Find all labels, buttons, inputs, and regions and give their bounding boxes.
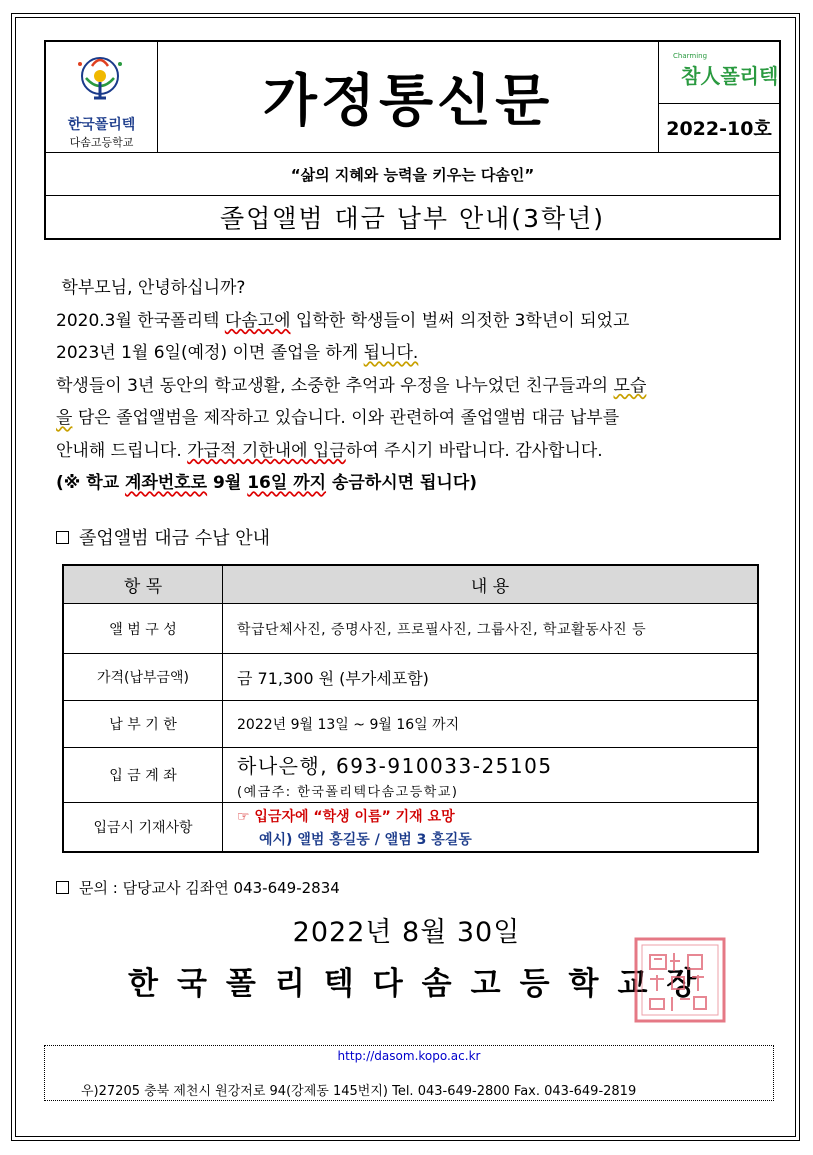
table-row bbox=[64, 604, 757, 654]
col-header-content: 내 용 bbox=[223, 566, 757, 603]
issue-number: 2022-10호 bbox=[666, 118, 772, 140]
table-header-row bbox=[64, 566, 757, 604]
brand-text: 참人폴리텍 bbox=[681, 64, 779, 88]
footer bbox=[44, 1045, 774, 1101]
deposit-note: ☞ 입금자에 “학생 이름” 기재 요망 bbox=[237, 808, 455, 825]
account-number: 하나은행, 693-910033-25105 bbox=[237, 754, 553, 778]
row-label: 가격(납부금액) bbox=[64, 654, 223, 700]
body-line: 2020.3월 한국폴리텍 다솜고에 입학한 학생들이 벌써 의젓한 3학년이 되었고 bbox=[56, 310, 630, 331]
logo-name: 한국폴리텍 bbox=[67, 117, 136, 133]
contact-text: 문의 : 담당교사 김좌연 043-649-2834 bbox=[79, 879, 340, 897]
row-value: 금 71,300 원 (부가세포함) bbox=[237, 668, 429, 688]
body-line: 2023년 1월 6일(예정) 이면 졸업을 하게 됩니다. bbox=[56, 343, 419, 363]
logo-school: 다솜고등학교 bbox=[69, 136, 134, 149]
body-line: 안내해 드립니다. 가급적 기한내에 입금하여 주시기 바랍니다. 감사합니다. bbox=[56, 440, 603, 461]
table-row bbox=[64, 701, 757, 748]
row-label: 입금시 기재사항 bbox=[64, 803, 223, 851]
table-row bbox=[64, 748, 757, 803]
body-line: 학부모님, 안녕하십니까? bbox=[61, 278, 246, 298]
header-right-cell bbox=[658, 42, 779, 153]
row-value bbox=[223, 748, 757, 802]
title-cell bbox=[158, 42, 658, 153]
principal-signature: 한국폴리텍다솜고등학교장 bbox=[128, 966, 716, 1002]
issue-date: 2022년 8월 30일 bbox=[292, 917, 521, 948]
checkbox-icon bbox=[56, 881, 69, 894]
website-link[interactable]: http://dasom.kopo.ac.kr bbox=[337, 1049, 481, 1063]
school-logo-cell bbox=[46, 42, 158, 153]
slogan: “삶의 지혜와 능력을 키우는 다솜인” bbox=[46, 153, 779, 196]
page-title: 가정통신문 bbox=[262, 69, 554, 134]
table-row bbox=[64, 803, 757, 851]
newsletter-header bbox=[44, 40, 781, 240]
row-label: 입 금 계 좌 bbox=[64, 748, 223, 802]
col-header-item: 항 목 bbox=[64, 566, 223, 603]
body-line: (※ 학교 계좌번호로 9월 16일 까지 송금하시면 됩니다) bbox=[56, 473, 478, 493]
section-heading bbox=[56, 524, 270, 550]
school-address: 우)27205 충북 제천시 원강저로 94(강제동 145번지) Tel. 043-649-2800 Fax. 043-649-2819 bbox=[81, 1084, 637, 1099]
body-line: 을 담은 졸업앨범을 제작하고 있습니다. 이와 관련하여 졸업앨범 대금 납부를 bbox=[56, 408, 620, 428]
subject-title: 졸업앨범 대금 납부 안내(3학년) bbox=[219, 204, 606, 233]
body-line: 학생들이 3년 동안의 학교생활, 소중한 추억과 우정을 나누었던 친구들과의 모습 bbox=[56, 375, 647, 396]
row-label: 앨 범 구 성 bbox=[64, 604, 223, 653]
school-logo-icon bbox=[46, 46, 158, 116]
row-value: 학급단체사진, 증명사진, 프로필사진, 그룹사진, 학교활동사진 등 bbox=[237, 621, 647, 638]
contact-info bbox=[56, 877, 340, 898]
letter-body bbox=[56, 272, 796, 500]
account-holder: (예금주: 한국폴리텍다솜고등학교) bbox=[237, 785, 459, 800]
row-value: 2022년 9월 13일 ~ 9월 16일 까지 bbox=[237, 717, 460, 733]
row-value bbox=[223, 803, 757, 851]
row-label: 납 부 기 한 bbox=[64, 701, 223, 747]
section-title: 졸업앨범 대금 수납 안내 bbox=[79, 528, 271, 549]
brand-small: Charming bbox=[673, 52, 708, 60]
payment-info-table bbox=[62, 564, 759, 853]
table-row bbox=[64, 654, 757, 701]
official-seal-icon bbox=[632, 935, 728, 1025]
checkbox-icon bbox=[56, 531, 69, 544]
deposit-example: 예시) 앨범 홍길동 / 앨범 3 홍길동 bbox=[259, 831, 472, 848]
brand-logo bbox=[659, 42, 779, 104]
